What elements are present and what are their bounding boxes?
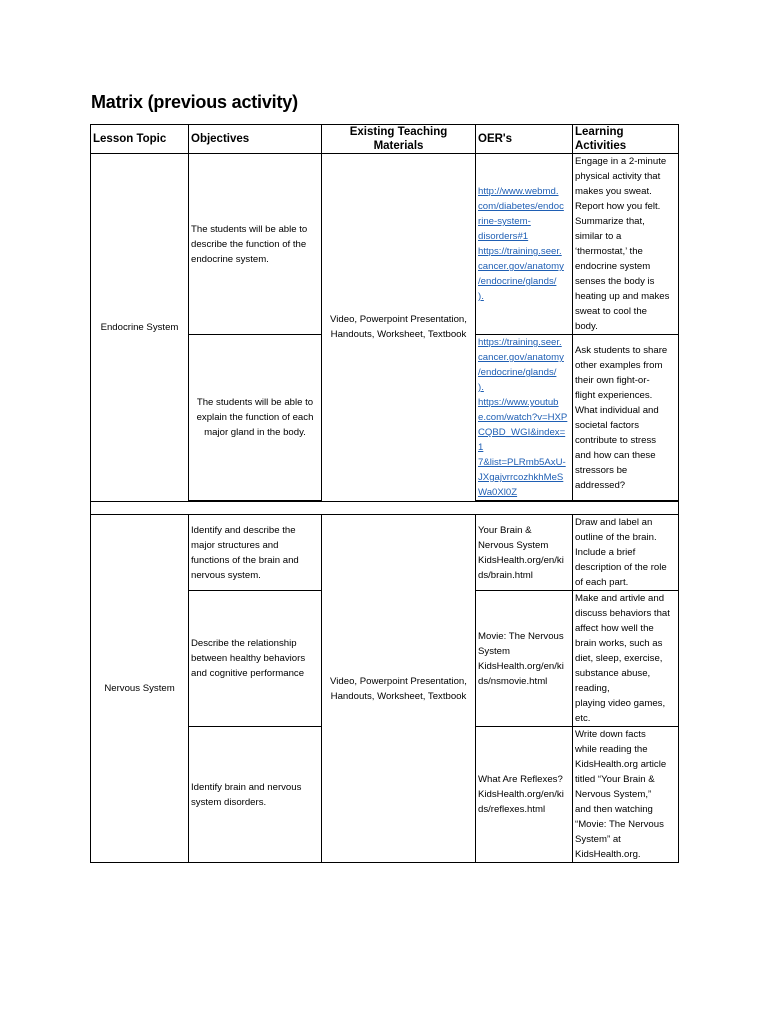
table-row [91,154,679,335]
objective-line: The students will be able to [191,223,308,235]
oer-cell [476,154,573,335]
objective-line: endocrine system. [191,253,269,265]
header-objectives: Objectives [189,125,322,154]
activity-line: contribute to stress [575,434,657,446]
objective-line: describe the function of the [191,238,307,250]
activity-line: substance abuse, [575,668,651,679]
materials-line: Video, Powerpoint Presentation, [330,675,467,687]
oer-cell [476,727,573,863]
oer-line: KidsHealth.org/en/ki [478,789,564,800]
oer-link[interactable] [478,395,570,500]
oer-cell [476,335,573,502]
activity-line: What individual and [575,404,659,416]
link-line: rine-system- [478,216,531,227]
oer-line: Your Brain & [478,524,532,536]
activity-line: and how can these [575,449,656,461]
objective-line: and cognitive performance [191,668,305,679]
link-line: CQBD_WGI&index=1 [478,427,566,453]
link-line: cancer.gov/anatomy [478,261,564,272]
activity-line: diet, sleep, exercise, [575,653,663,664]
oer-line: Nervous System [478,539,549,551]
activity-line: flight experiences. [575,389,653,401]
objective-line: between healthy behaviors [191,653,306,664]
link-line: cancer.gov/anatomy [478,352,564,363]
activity-line: societal factors [575,419,639,431]
objective-line: functions of the brain and [191,554,299,566]
link-line: https://www.youtub [478,397,559,408]
materials-line: Handouts, Worksheet, Textbook [330,690,467,702]
header-lesson-topic: Lesson Topic [91,125,189,154]
oer-cell [476,515,573,591]
oer-line: KidsHealth.org/en/ki [478,660,564,672]
activity-line: their own fight-or- [575,374,650,386]
activity-line: KidsHealth.org article [575,759,667,770]
activity-line: makes you sweat. [575,186,652,197]
activity-cell [573,335,679,502]
activity-line: System” at [575,834,621,845]
activity-line: ‘thermostat,’ the [575,246,643,257]
activity-line: similar to a [575,231,622,242]
topic-label: Nervous System [104,683,175,694]
header-activities: Learning Activities [573,125,679,154]
activity-line: and then watching [575,804,653,815]
table-row [91,515,679,591]
oer-link[interactable] [478,184,570,244]
activity-line: outline of the brain. [575,532,657,543]
activity-line: senses the body is [575,276,655,287]
activity-line: heating up and makes [575,291,670,302]
materials-line: Handouts, Worksheet, Textbook [330,329,467,341]
materials-line: Video, Powerpoint Presentation, [330,314,467,326]
link-line: http://www.webmd. [478,186,559,197]
separator-row [91,501,679,515]
activity-line: playing video games, [575,698,666,709]
activity-line: Ask students to share [575,344,668,356]
topic-cell-nervous [91,515,189,863]
page-title: Matrix (previous activity) [91,92,298,112]
objective-line: system disorders. [191,796,267,808]
activity-line: discuss behaviors that [575,608,670,619]
oer-line: ds/reflexes.html [478,804,546,815]
objective-line: major structures and [191,539,279,551]
activity-line: “Movie: The Nervous [575,819,664,830]
objective-line: major gland in the body. [204,427,306,438]
activity-line: endocrine system [575,261,651,272]
link-line: disorders#1 [478,231,529,242]
header-materials: Existing Teaching Materials [322,125,476,154]
activity-line: titled “Your Brain & [575,774,655,785]
objective-cell [189,335,322,502]
objective-line: nervous system. [191,569,261,581]
header-oers: OER's [476,125,573,154]
activity-line: while reading the [575,744,648,755]
materials-cell [322,515,476,863]
header-row [91,125,679,154]
link-line: https://training.seer. [478,337,562,348]
oer-cell [476,591,573,727]
objective-cell [189,727,322,863]
activity-line: Make and artivle and [575,593,665,604]
objective-line: Identify and describe the [191,524,296,536]
activity-line: stressors be [575,464,628,476]
activity-cell [573,515,679,591]
oer-link[interactable] [478,335,570,395]
link-line: /endocrine/glands/ [478,367,557,378]
link-line: 7&list=PLRmb5AxU- [478,457,566,468]
activity-cell [573,591,679,727]
link-line: /endocrine/glands/ [478,276,557,287]
link-line: ). [478,291,484,302]
oer-line: ds/brain.html [478,569,533,581]
oer-line: KidsHealth.org/en/ki [478,554,564,566]
objective-line: The students will be able to [196,397,314,408]
activity-line: affect how well the [575,623,654,634]
activity-line: etc. [575,713,591,724]
activity-line: sweat to cool the [575,306,647,317]
objective-cell [189,154,322,335]
oer-line: What Are Reflexes? [478,774,563,785]
activity-line: of each part. [575,577,629,588]
activity-line: KidsHealth.org. [575,849,641,860]
activity-line: Include a brief [575,547,636,558]
link-line: com/diabetes/endoc [478,201,564,212]
link-line: ). [478,382,484,393]
activity-line: physical activity that [575,171,661,182]
activity-line: Write down facts [575,729,646,740]
link-line: Wa0Xl0Z [478,487,518,498]
topic-label: Endocrine System [100,321,179,333]
activity-line: brain works, such as [575,638,663,649]
activity-line: body. [575,321,598,332]
activity-line: addressed? [575,479,626,491]
link-line: e.com/watch?v=HXP [478,412,568,423]
activity-line: description of the role [575,562,667,573]
activity-line: Engage in a 2-minute [575,156,667,167]
link-line: JXgajvrrcozhkhMeS [478,472,564,483]
matrix-table [90,124,679,863]
oer-link[interactable] [478,244,570,304]
objective-line: explain the function of each [196,412,314,423]
objective-cell [189,515,322,591]
separator-cell [91,501,679,515]
activity-line: Draw and label an [575,517,653,528]
activity-cell [573,154,679,335]
link-line: https://training.seer. [478,246,562,257]
oer-line: ds/nsmovie.html [478,675,548,687]
activity-line: Summarize that, [575,216,645,227]
objective-line: Describe the relationship [191,638,297,649]
activity-cell [573,727,679,863]
activity-line: other examples from [575,359,663,371]
topic-cell-endocrine [91,154,189,502]
oer-line: System [478,645,510,657]
activity-line: Nervous System,” [575,789,652,800]
objective-line: Identify brain and nervous [191,781,302,793]
activity-line: reading, [575,683,610,694]
objective-cell [189,591,322,727]
activity-line: Report how you felt. [575,201,661,212]
oer-line: Movie: The Nervous [478,630,564,642]
materials-cell [322,154,476,502]
